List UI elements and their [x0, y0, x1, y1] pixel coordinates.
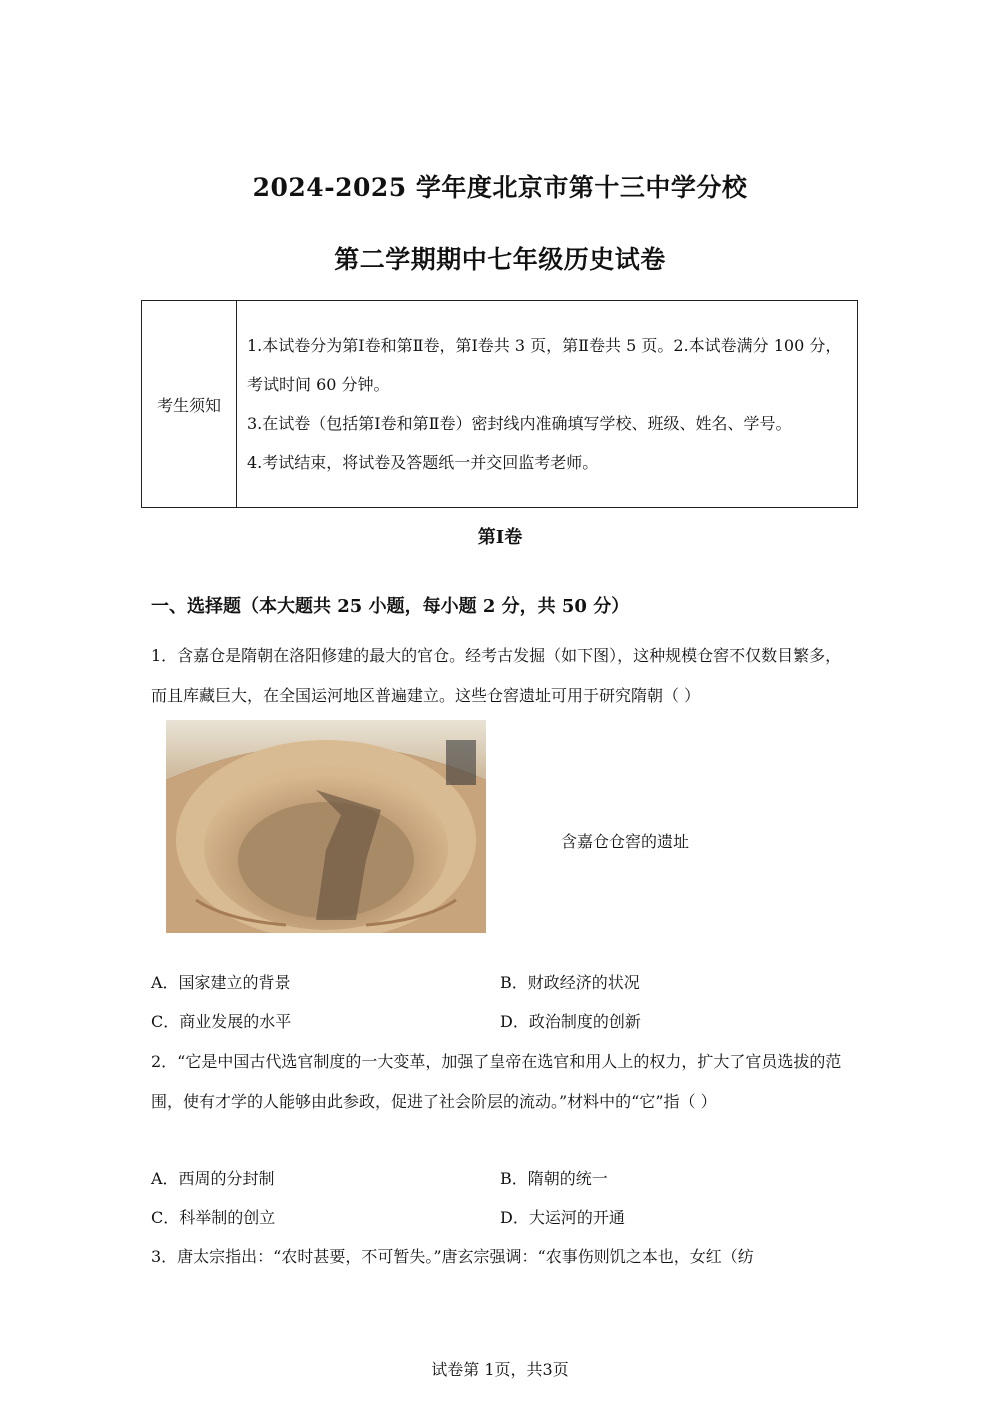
notice-table	[141, 300, 858, 508]
question-2-text: 2．“它是中国古代选官制度的一大变革，加强了皇帝在选官和用人上的权力，扩大了官员选拔的范围，使有才学的人能够由此参政，促进了社会阶层的流动。”材料中的“它”指（ ）	[151, 1052, 842, 1111]
notice-item: 3.在试卷（包括第Ⅰ卷和第Ⅱ卷）密封线内准确填写学校、班级、姓名、学号。	[247, 414, 792, 433]
question-2-option-d[interactable]: D．大运河的开通	[500, 1208, 625, 1227]
question-3-text: 3．唐太宗指出：“农时甚要，不可暂失。”唐玄宗强调：“农事伤则饥之本也，女红（纺	[151, 1247, 754, 1266]
notice-label: 考生须知	[142, 301, 237, 508]
section-title: 第Ⅰ卷	[477, 527, 523, 548]
question-1-option-c[interactable]: C．商业发展的水平	[151, 1012, 292, 1031]
question-1-option-d[interactable]: D．政治制度的创新	[500, 1012, 641, 1031]
granary-photo-illustration	[166, 720, 486, 933]
question-1-option-b[interactable]: B．财政经济的状况	[500, 973, 640, 992]
notice-item: 1.本试卷分为第Ⅰ卷和第Ⅱ卷，第Ⅰ卷共 3 页，第Ⅱ卷共 5 页。2.本试卷满分 100 分，考试时间 60 分钟。	[247, 336, 842, 394]
notice-content	[237, 301, 858, 508]
exam-title-line1: 2024-2025 学年度北京市第十三中学分校	[252, 173, 748, 202]
question-1-option-a[interactable]: A．国家建立的背景	[151, 973, 291, 992]
notice-item: 4.考试结束，将试卷及答题纸一并交回监考老师。	[247, 453, 599, 472]
question-1-text: 1．含嘉仓是隋朝在洛阳修建的最大的官仓。经考古发掘（如下图），这种规模仓窖不仅数目繁多，而且库藏巨大，在全国运河地区普遍建立。这些仓窖遗址可用于研究隋朝（ ）	[151, 646, 842, 705]
exam-title-line2: 第二学期期中七年级历史试卷	[334, 245, 666, 274]
question-2-option-a[interactable]: A．西周的分封制	[151, 1169, 275, 1188]
part-title: 一、选择题（本大题共 25 小题，每小题 2 分，共 50 分）	[151, 596, 630, 617]
granary-ruins-photo	[166, 720, 486, 933]
page-footer: 试卷第 1页，共3页	[431, 1360, 569, 1379]
question-2-option-b[interactable]: B．隋朝的统一	[500, 1169, 608, 1188]
question-2-option-c[interactable]: C．科举制的创立	[151, 1208, 276, 1227]
photo-caption: 含嘉仓仓窖的遗址	[561, 832, 690, 851]
